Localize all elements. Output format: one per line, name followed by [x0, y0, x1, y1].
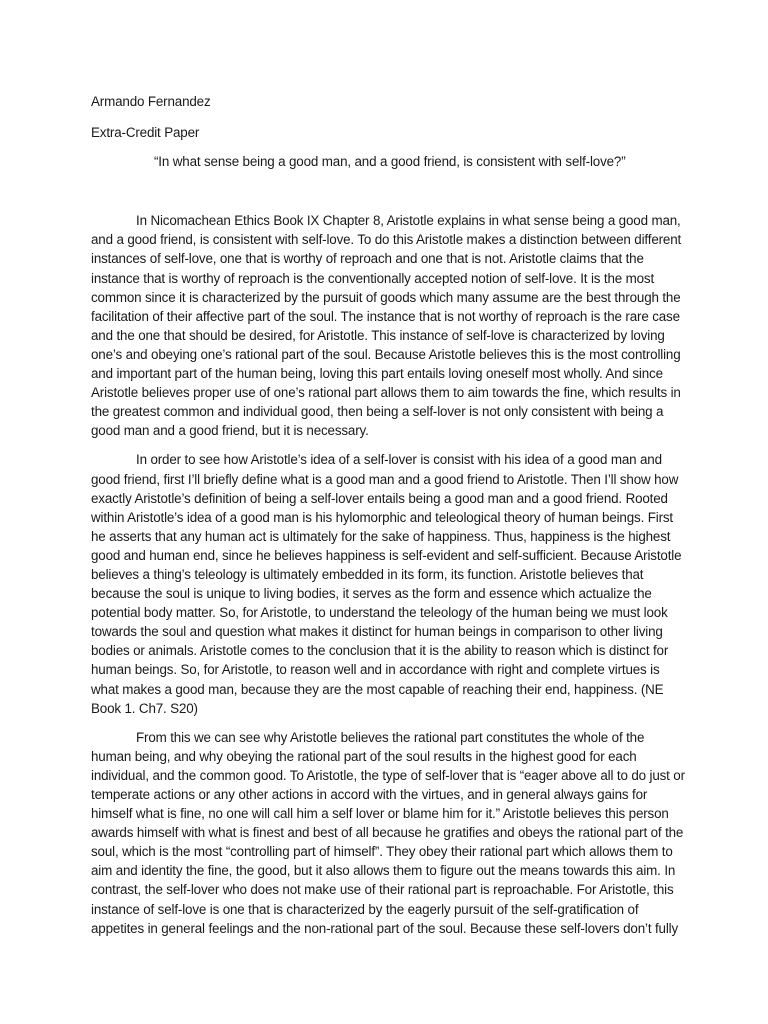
- paragraph-3: From this we can see why Aristotle believes the rational part constitutes the whole of the human being, and why obeying the rational part of the soul results in the highest good for each individual, and the common good. To Aristotle, the type of self-lover that is “eager above all to do just or temperate actions or any other actions in accord with the virtues, and in general always gains for himself what is fine, no one will call him a self lover or blame him for it.” Aristotle believes this person awards himself with what is finest and best of all because he gratifies and obeys the rational part of the soul, which is the most “controlling part of himself”. They obey their rational part which allows them to aim and identity the fine, the good, but it also allows them to figure out the means towards this aim. In contrast, the self-lover who does not make use of their rational part is reproachable. For Aristotle, this instance of self-love is one that is characterized by the eagerly pursuit of the self-gratification of appetites in general feelings and the non-rational part of the soul. Because these self-lovers don’t fully: [91, 729, 685, 936]
- paragraph-2: In order to see how Aristotle’s idea of a self-lover is consist with his idea of a good man and good friend, first I’ll briefly define what is a good man and a good friend to Aristotle. Then I’ll show how exactly Aristotle’s definition of being a self-lover entails being a good man and a good friend. Rooted within Aristotle’s idea of a good man is his hylomorphic and teleological theory of human beings. First he asserts that any human act is ultimately for the sake of happiness. Thus, happiness is the highest good and human end, since he believes happiness is self-evident and self-sufficient. Because Aristotle believes a thing’s teleology is ultimately embedded in its form, its function. Aristotle believes that because the soul is unique to living bodies, it serves as the form and essence which actualize the potential body matter. So, for Aristotle, to understand the teleology of the human being we must look towards the soul and question what makes it distinct for human beings in comparison to other living bodies or animals. Aristotle comes to the conclusion that it is the ability to reason which is distinct for human beings. So, for Aristotle, to reason well and in accordance with right and complete virtues is what makes a good man, because they are the most capable of reaching their end, happiness. (NE Book 1. Ch7. S20): [91, 452, 682, 716]
- essay-question-heading: “In what sense being a good man, and a good friend, is consistent with self-love?”: [154, 154, 626, 170]
- paper-title: Extra-Credit Paper: [91, 125, 200, 141]
- document-body: [91, 92, 687, 938]
- paragraph-1: In Nicomachean Ethics Book IX Chapter 8, Aristotle explains in what sense being a good man, and a good friend, is consistent with self-love. To do this Aristotle makes a distinction between different instances of self-love, one that is worthy of reproach and one that is not. Aristotle claims that the instance that is worthy of reproach is the conventionally accepted notion of self-love. It is the most common since it is characterized by the pursuit of goods which many assume are the best through the facilitation of their affective part of the soul. The instance that is not worthy of reproach is the rare case and the one that should be desired, for Aristotle. This instance of self-love is characterized by loving one’s and obeying one’s rational part of the soul. Because Aristotle believes this is the most controlling and important part of the human being, loving this part entails loving oneself most wholly. And since Aristotle believes proper use of one’s rational part allows them to aim towards the fine, which results in the greatest common and individual good, then being a self-lover is not only consistent with being a good man and a good friend, but it is necessary.: [91, 213, 682, 439]
- author-name: Armando Fernandez: [91, 94, 211, 109]
